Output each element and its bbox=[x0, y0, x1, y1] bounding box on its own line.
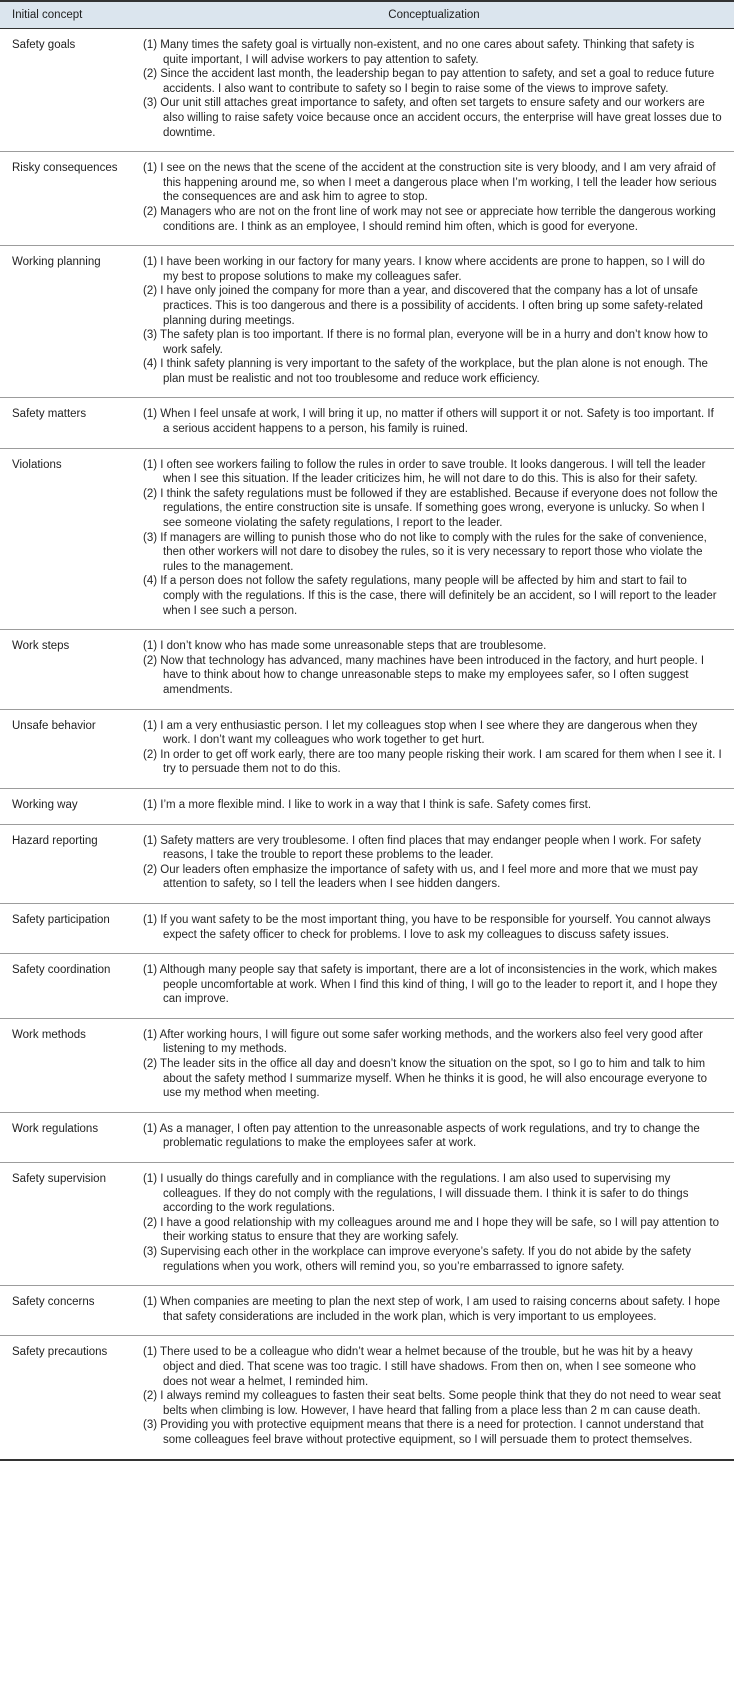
initial-concept-cell: Risky consequences bbox=[0, 152, 140, 246]
conceptualization-item: (3) Our unit still attaches great importance to safety, and often set targets to ensure safety and our workers are also willing to raise safety voice because once an accident occurs, the enterprise will have great losses due to downtime. bbox=[143, 97, 722, 139]
conceptualization-item: (3) The safety plan is too important. If there is no formal plan, everyone will be in a hurry and don’t know how to work safely. bbox=[143, 329, 708, 356]
conceptualization-item: (2) The leader sits in the office all day and doesn’t know the situation on the spot, so I go to him and talk to him about the safety method I summarize myself. When he thinks it is good, he will also encourage everyone to use my method when meeting. bbox=[143, 1058, 707, 1100]
table-row bbox=[0, 1336, 734, 1460]
conceptualization-item: (4) I think safety planning is very important to the safety of the workplace, but the plan alone is not enough. The plan must be realistic and not too troublesome and reduce work efficiency. bbox=[143, 358, 708, 385]
conceptualization-cell bbox=[140, 398, 734, 448]
conceptualization-item: (1) After working hours, I will figure out some safer working methods, and the workers also feel very good after listening to my methods. bbox=[143, 1028, 703, 1056]
conceptualization-item: (1) When I feel unsafe at work, I will bring it up, no matter if others will support it or not. Safety is too important. If a serious accident happens to a person, his family is ruined. bbox=[143, 408, 714, 436]
table-row bbox=[0, 824, 734, 903]
conceptualization-item: (1) I usually do things carefully and in compliance with the regulations. I am also used to supervising my colleagues. If they do not comply with the regulations, I will dissuade them. I think it is safer to do things according to the work regulations. bbox=[143, 1173, 689, 1215]
initial-concept-cell: Work regulations bbox=[0, 1112, 140, 1162]
conceptualization-item: (1) I see on the news that the scene of the accident at the construction site is very bloody, and I am very afraid of this happening around me, so when I meet a dangerous place when I’m working, I tell the leader how serious the consequences are and ask him to agree to stop. bbox=[143, 162, 717, 204]
conceptualization-cell bbox=[140, 1018, 734, 1112]
table-row bbox=[0, 954, 734, 1019]
conceptualization-cell bbox=[140, 824, 734, 903]
conceptualization-item: (3) Supervising each other in the workplace can improve everyone’s safety. If you do not abide by the safety regulations when you work, others will remind you, so you’re embarrassed to ignore safety. bbox=[143, 1246, 692, 1273]
conceptualization-item: (1) I often see workers failing to follow the rules in order to save trouble. It looks dangerous. I will tell the leader when I see this situation. If the leader criticizes him, he will not dare to do this. This is also for their safety. bbox=[143, 458, 706, 486]
conceptualization-item: (1) I have been working in our factory for many years. I know where accidents are prone to happen, so I will do my best to propose solutions to make my colleagues safer. bbox=[143, 256, 705, 283]
table-row bbox=[0, 1018, 734, 1112]
conceptualization-item: (3) Providing you with protective equipment means that there is a need for protection. I cannot understand that some colleagues feel brave without protective equipment, so I will persuade them to protect themselves. bbox=[143, 1419, 704, 1446]
conceptualization-cell bbox=[140, 448, 734, 630]
conceptualization-item: (2) Managers who are not on the front line of work may not see or appreciate how terrible the dangerous working conditions are. I think as an employee, I should remind him often, which is good for everyone. bbox=[143, 205, 716, 233]
conceptualization-item: (2) Since the accident last month, the leadership began to pay attention to safety, and set a goal to reduce future accidents. I also want to contribute to safety so I begin to raise some of the views to improve safety. bbox=[143, 68, 715, 95]
conceptualization-item: (2) I have a good relationship with my colleagues around me and I hope they will be safe, so I will pay attention to their working status to ensure that they are working safely. bbox=[143, 1216, 719, 1244]
table-header-row bbox=[0, 1, 734, 29]
conceptualization-item: (3) If managers are willing to punish those who do not like to comply with the rules for the sake of convenience, then other workers will not dare to disobey the rules, so it is very necessary to report those who violate the rules to the management. bbox=[143, 531, 707, 573]
conceptualization-item: (2) Our leaders often emphasize the importance of safety with us, and I feel more and more that we must pay attention to safety, so I tell the leaders when I see hidden dangers. bbox=[143, 863, 698, 891]
conceptualization-item: (1) I don’t know who has made some unreasonable steps that are troublesome. bbox=[143, 640, 547, 653]
table-row bbox=[0, 29, 734, 152]
conceptualization-cell bbox=[140, 1336, 734, 1460]
conceptualization-cell bbox=[140, 1163, 734, 1286]
table-row bbox=[0, 398, 734, 448]
table-row bbox=[0, 903, 734, 953]
initial-concept-cell: Violations bbox=[0, 448, 140, 630]
conceptualization-cell bbox=[140, 788, 734, 824]
initial-concept-cell: Working planning bbox=[0, 246, 140, 398]
conceptualization-item: (2) Now that technology has advanced, many machines have been introduced in the factory, and hurt people. I have to think about how to change unreasonable steps to make my employees safer, so I often suggest amendments. bbox=[143, 654, 705, 696]
initial-concept-cell: Work steps bbox=[0, 630, 140, 709]
conceptualization-item: (1) Many times the safety goal is virtually non-existent, and no one cares about safety. Thinking that safety is quite important, I will advise workers to pay attention to safety. bbox=[143, 39, 695, 66]
table-row bbox=[0, 1112, 734, 1162]
conceptualization-cell bbox=[140, 1286, 734, 1336]
initial-concept-cell: Safety matters bbox=[0, 398, 140, 448]
conceptualization-cell bbox=[140, 709, 734, 788]
conceptualization-item: (1) As a manager, I often pay attention to the unreasonable aspects of work regulations, and try to change the problematic regulations to make the employees safer at work. bbox=[143, 1122, 700, 1150]
conceptualization-item: (1) I’m a more flexible mind. I like to work in a way that I think is safe. Safety comes first. bbox=[143, 798, 592, 811]
conceptualization-item: (2) In order to get off work early, there are too many people risking their work. I am scared for them when I see it. I try to persuade them not to do this. bbox=[143, 748, 722, 776]
initial-concept-cell: Hazard reporting bbox=[0, 824, 140, 903]
conceptualization-cell bbox=[140, 630, 734, 709]
initial-concept-cell: Working way bbox=[0, 788, 140, 824]
conceptualization-cell bbox=[140, 29, 734, 152]
conceptualization-cell bbox=[140, 246, 734, 398]
table-row bbox=[0, 246, 734, 398]
initial-concept-cell: Safety concerns bbox=[0, 1286, 140, 1336]
initial-concept-cell: Unsafe behavior bbox=[0, 709, 140, 788]
conceptualization-cell bbox=[140, 954, 734, 1019]
conceptualization-item: (1) When companies are meeting to plan the next step of work, I am used to raising concerns about safety. I hope that safety considerations are included in the work plan, which is very important to us employees. bbox=[143, 1296, 721, 1323]
initial-concept-cell: Safety precautions bbox=[0, 1336, 140, 1460]
conceptualization-item: (1) I am a very enthusiastic person. I let my colleagues stop when I see where they are dangerous when they work. I don’t want my colleagues who work together to get hurt. bbox=[143, 719, 698, 747]
initial-concept-cell: Work methods bbox=[0, 1018, 140, 1112]
conceptualization-cell bbox=[140, 903, 734, 953]
table-row bbox=[0, 152, 734, 246]
conceptualization-item: (1) Although many people say that safety is important, there are a lot of inconsistencies in the work, which makes people uncomfortable at work. When I find this kind of thing, I will go to the leader to report it, and I hope they can improve. bbox=[143, 964, 718, 1006]
conceptualization-item: (2) I think the safety regulations must be followed if they are established. Because if everyone does not follow the regulations, the entire construction site is unsafe. If something goes wrong, everyone is unlucky. So when I see someone violating the safety regulations, I report to the leader. bbox=[143, 487, 718, 530]
initial-concept-cell: Safety participation bbox=[0, 903, 140, 953]
initial-concept-cell: Safety coordination bbox=[0, 954, 140, 1019]
column-header-initial-concept: Initial concept bbox=[0, 1, 140, 29]
table-row bbox=[0, 788, 734, 824]
table-row bbox=[0, 1286, 734, 1336]
conceptualization-item: (1) Safety matters are very troublesome. I often find places that may endanger people when I work. For safety reasons, I take the trouble to report these problems to the leader. bbox=[143, 834, 702, 862]
conceptualization-cell bbox=[140, 1112, 734, 1162]
table-row bbox=[0, 448, 734, 630]
conceptualization-item: (2) I have only joined the company for more than a year, and discovered that the company has a lot of unsafe practices. This is too dangerous and there is a possibility of accidents. I often bring up some safety-related planning during meetings. bbox=[143, 285, 703, 327]
initial-concept-cell: Safety goals bbox=[0, 29, 140, 152]
initial-concept-cell: Safety supervision bbox=[0, 1163, 140, 1286]
conceptualization-item: (2) I always remind my colleagues to fasten their seat belts. Some people think that they do not need to wear seat belts when climbing is low. However, I have heard that falling from a place less than 2 m can cause death. bbox=[143, 1390, 721, 1417]
conceptualization-item: (1) There used to be a colleague who didn’t wear a helmet because of the trouble, but he was hit by a heavy object and died. That scene was too tragic. I still have shadows. From then on, when I see someone who does not wear a helmet, I reminded him. bbox=[143, 1346, 696, 1388]
table-row bbox=[0, 630, 734, 709]
conceptualization-cell bbox=[140, 152, 734, 246]
table-row bbox=[0, 1163, 734, 1286]
table-row bbox=[0, 709, 734, 788]
conceptualization-item: (1) If you want safety to be the most important thing, you have to be responsible for yourself. You cannot always expect the safety officer to check for problems. I love to ask my colleagues to discuss safety issues. bbox=[143, 913, 711, 941]
conceptualization-item: (4) If a person does not follow the safety regulations, many people will be affected by him and start to fail to comply with the regulations. If this is the case, there will definitely be an accident, so I will report to the leader when I see such a person. bbox=[143, 575, 717, 617]
column-header-conceptualization: Conceptualization bbox=[140, 1, 734, 29]
